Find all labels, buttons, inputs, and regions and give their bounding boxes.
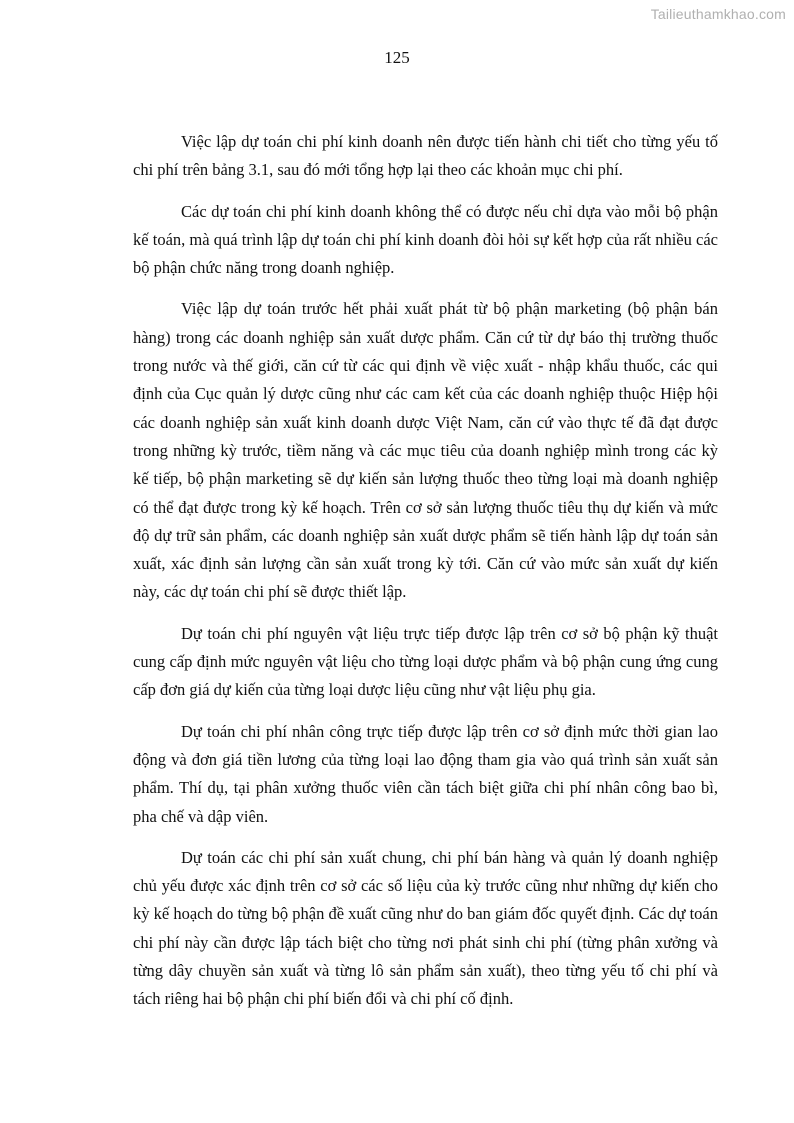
watermark: Tailieuthamkhao.com xyxy=(650,6,786,22)
document-body xyxy=(133,128,718,1027)
paragraph: Việc lập dự toán trước hết phải xuất phát từ bộ phận marketing (bộ phận bán hàng) trong các doanh nghiệp sản xuất dược phẩm. Căn cứ từ dự báo thị trường thuốc trong nước và thế giới, căn cứ từ các qui định về việc xuất - nhập khẩu thuốc, các qui định của Cục quản lý dược cũng như các cam kết của các doanh nghiệp thuộc Hiệp hội các doanh nghiệp sản xuất kinh doanh dược Việt Nam, căn cứ vào thực tế đã đạt được trong những kỳ trước, tiềm năng và các mục tiêu của doanh nghiệp mình trong các kỳ kế tiếp, bộ phận marketing sẽ dự kiến sản lượng thuốc theo từng loại mà doanh nghiệp có thể đạt được trong kỳ kế hoạch. Trên cơ sở sản lượng thuốc tiêu thụ dự kiến và mức độ dự trữ sản phẩm, các doanh nghiệp sản xuất dược phẩm sẽ tiến hành lập dự toán sản xuất, xác định sản lượng cần sản xuất trong kỳ tới. Căn cứ vào mức sản xuất dự kiến này, các dự toán chi phí sẽ được thiết lập. xyxy=(133,299,718,602)
paragraph: Việc lập dự toán chi phí kinh doanh nên được tiến hành chi tiết cho từng yếu tố chi phí trên bảng 3.1, sau đó mới tổng hợp lại theo các khoản mục chi phí. xyxy=(133,132,718,180)
paragraph: Dự toán chi phí nguyên vật liệu trực tiếp được lập trên cơ sở bộ phận kỹ thuật cung cấp định mức nguyên vật liệu cho từng loại dược phẩm và bộ phận cung ứng cung cấp đơn giá dự kiến của từng loại dược liệu cũng như vật liệu phụ gia. xyxy=(133,623,718,700)
page-number: 125 xyxy=(384,48,410,67)
paragraph: Dự toán các chi phí sản xuất chung, chi phí bán hàng và quản lý doanh nghiệp chủ yếu được xác định trên cơ sở các số liệu của kỳ trước cũng như những dự kiến cho kỳ kế hoạch do từng bộ phận đề xuất cũng như do ban giám đốc quyết định. Các dự toán chi phí này cần được lập tách biệt cho từng nơi phát sinh chi phí (từng phân xưởng và từng dây chuyền sản xuất và từng lô sản phẩm sản xuất), theo từng yếu tố chi phí và tách riêng hai bộ phận chi phí biến đổi và chi phí cố định. xyxy=(133,847,718,1009)
paragraph: Dự toán chi phí nhân công trực tiếp được lập trên cơ sở định mức thời gian lao động và đơn giá tiền lương của từng loại lao động tham gia vào quá trình sản xuất sản phẩm. Thí dụ, tại phân xưởng thuốc viên cần tách biệt giữa chi phí nhân công bao bì, pha chế và dập viên. xyxy=(133,721,718,826)
paragraph: Các dự toán chi phí kinh doanh không thể có được nếu chỉ dựa vào mỗi bộ phận kế toán, mà quá trình lập dự toán chi phí kinh doanh đòi hỏi sự kết hợp của rất nhiều các bộ phận chức năng trong doanh nghiệp. xyxy=(133,201,718,278)
